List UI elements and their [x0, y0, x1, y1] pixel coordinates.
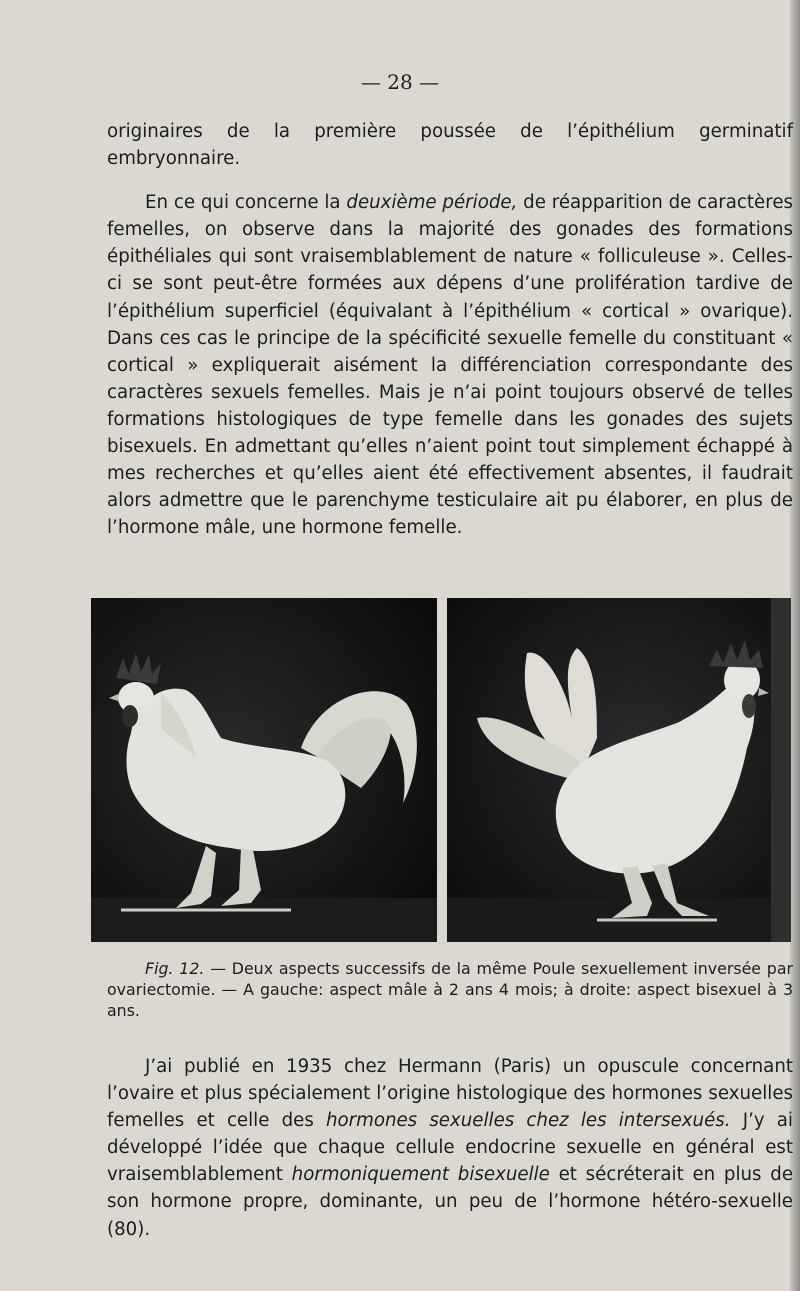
emphasis-text: deuxième période, [346, 192, 518, 214]
figure-label: Fig. 12. [145, 959, 205, 978]
emphasis-text: hormoniquement bisexuelle [291, 1164, 550, 1186]
figure-caption [107, 958, 793, 1021]
paragraph-second-period: En ce qui concerne la deuxième période, de réapparition de caractères femelles, on observe dans la majorité des gonades des formations épithéliales qui sont vraisemblablement de nature « folliculeuse ». Celles-ci se sont peut-être formées aux dépens d’une prolifération tardive de l’épithélium superficiel (équivalant à l’épithélium « cortical » ovarique). Dans ces cas le principe de la spécificité sexuelle femelle du constituant « cortical » expliquerait aisément la différenciation correspondante des caractères sexuels femelles. Mais je n’ai point toujours observé de telles formations histologiques de type femelle dans les gonades des sujets bisexuels. En admettant qu’elles n’aient point tout simplement échappé à mes recherches et qu’elles aient été effectivement absentes, il faudrait alors admettre que le parenchyme testiculaire ait pu élaborer, en plus de l’hormone mâle, une hormone femelle. [107, 192, 793, 539]
page-number: — 28 — [360, 70, 440, 94]
photo-hen-bisexual-aspect [447, 598, 791, 942]
paragraph-continuation: originaires de la première poussée de l’épithélium germinatif embryonnaire. [107, 121, 793, 170]
paragraph-hormone-publication: J’ai publié en 1935 chez Hermann (Paris) un opuscule concernant l’ovaire et plus spécialement l’origine histologique des hormones sexuelles femelles et celle des hormones sexuelles chez les intersexués. J’y ai développé l’idée que chaque cellule endocrine sexuelle en général est vraisemblablement hormoniquement bisexuelle et sécréterait en plus de son hormone propre, dominante, un peu de l’hormone hétéro-sexuelle (80). [107, 1056, 794, 1240]
figure-caption-text: — Deux aspects successifs de la même Poule sexuellement inversée par ovariectomie. — A gauche: aspect mâle à 2 ans 4 mois; à droite: aspect bisexuel à 3 ans. [107, 959, 793, 1020]
photo-rooster-male-aspect [91, 598, 437, 942]
text-block-top [107, 118, 793, 541]
text-block-bottom [107, 1053, 793, 1243]
emphasis-text: hormones sexuelles chez les intersexués. [325, 1110, 731, 1132]
